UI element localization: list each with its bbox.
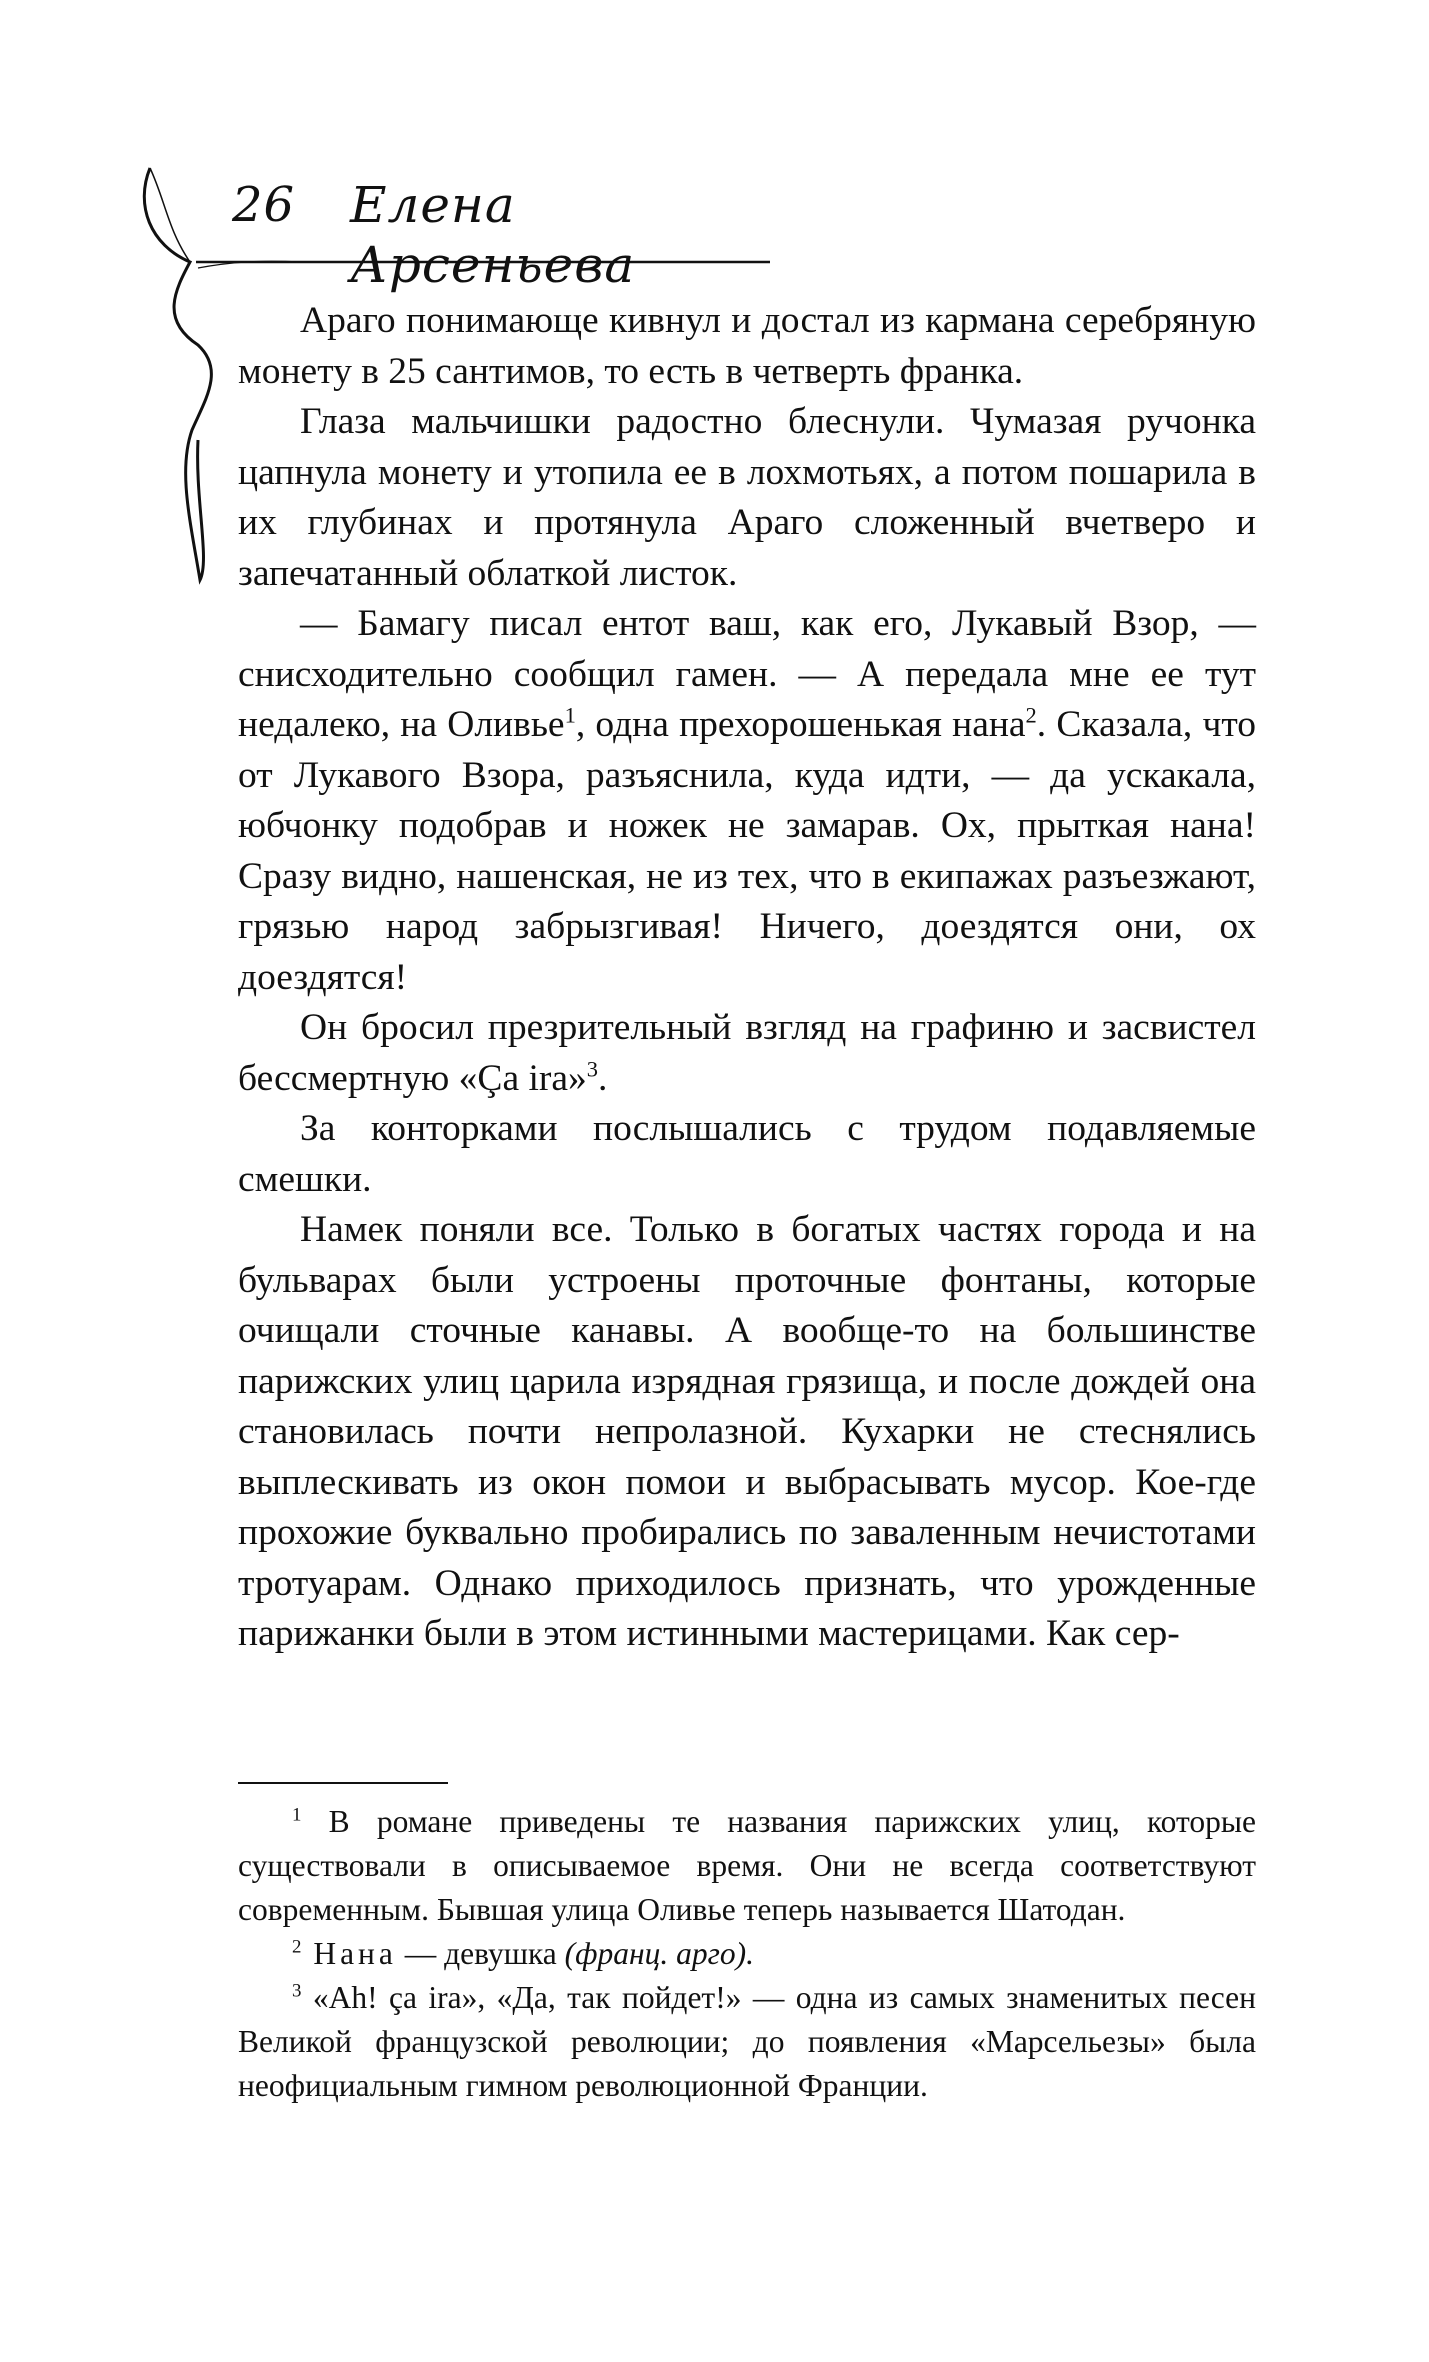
paragraph: Араго понимающе кивнул и достал из кармана серебряную монету в 25 сантимов, то есть в четверть франка. [238, 300, 1256, 392]
footnote-mark: 2 [292, 1936, 302, 1958]
footnote [238, 1976, 1256, 2108]
text-run: , одна прехорошенькая нана [575, 704, 1026, 745]
text-run: . [598, 1057, 608, 1099]
running-header [232, 175, 772, 294]
paragraph [238, 1003, 1256, 1104]
footnote-ref: 2 [1025, 702, 1037, 728]
footnote-ref: 1 [564, 702, 576, 728]
footnote-text: «Ah! ça ira», «Да, так пойдет!» — одна из самых знаменитых песен Великой французской революции; до появления «Марсельезы» была неофициальным гимном революционной Франции. [238, 1980, 1256, 2103]
main-text [238, 296, 1256, 1660]
footnote-ref: 3 [586, 1056, 599, 1081]
footnote [238, 1800, 1256, 1932]
paragraph: За конторками послышались с трудом подавляемые смешки. [238, 1108, 1256, 1200]
footnote-text: В романе приведены те названия парижских улиц, которые существовали в описываемое время. Они не всегда соответствуют современным. Бывшая улица Оливье теперь называется Шатодан. [238, 1804, 1256, 1927]
text-run: — Бамагу писал ентот ваш, как его, Лукавый Взор, — снисходительно сообщил гамен. — А передала мне ее тут недалеко, на Оливье [238, 603, 1256, 745]
footnote-term: Нана [301, 1936, 397, 1971]
paragraph: Глаза мальчишки радостно блеснули. Чумазая ручонка цапнула монету и утопила ее в лохмотьях, а потом пошарила в их глубинах и протянула Араго сложенный вчетверо и запечатанный облаткой листок. [238, 401, 1256, 594]
page-number: 26 [232, 177, 296, 233]
text-run: . Сказала, что от Лукавого Взора, разъяснила, куда идти, — да ускакала, юбчонку подобрав и ножек не замарав. Ох, прыткая нана! Сразу видно, нашенская, не из тех, что в екипажах разъезжают, грязью народ забрызгивая! Ничего, доездятся они, ох доездятся! [238, 704, 1256, 998]
running-author: Елена Арсеньева [350, 176, 636, 294]
footnote-mark: 1 [292, 1804, 302, 1826]
footnote [238, 1932, 1256, 1976]
paragraph: Намек поняли все. Только в богатых частях города и на бульварах были устроены проточные фонтаны, которые очищали сточные канавы. А вообще-то на большинстве парижских улиц царила изрядная грязища, и после дождей она становилась почти непролазной. Кухарки не стеснялись выплескивать из окон помои и выбрасывать мусор. Кое-где прохожие буквально пробирались по заваленным нечистотами тротуарам. Однако приходилось признать, что урожденные парижанки были в этом истинными мастерицами. Как сер- [238, 1209, 1256, 1654]
text-run: Он бросил презрительный взгляд на графиню и засвистел бессмертную «Ça ira» [238, 1007, 1256, 1099]
footnote-text: — девушка [396, 1936, 565, 1971]
footnote-divider [238, 1782, 448, 1784]
paragraph [238, 599, 1256, 1003]
footnote-note: (франц. арго). [564, 1936, 755, 1971]
footnote-mark: 3 [292, 1980, 302, 2002]
footnotes [238, 1800, 1256, 2108]
